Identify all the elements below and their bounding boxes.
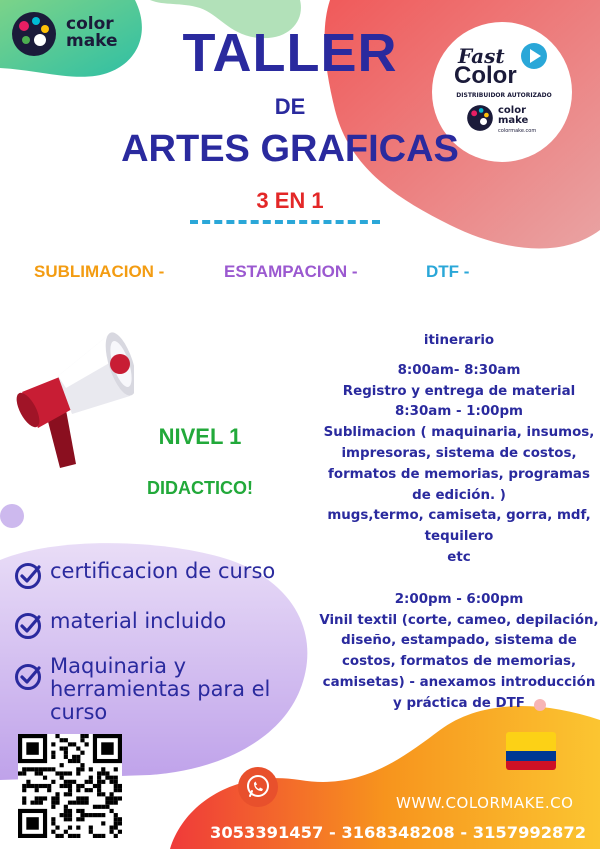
page-subtitle: ARTES GRAFICAS: [121, 128, 459, 170]
logo-line2: make: [66, 31, 118, 51]
itinerary-line: camisetas) - anexamos introducción: [322, 674, 596, 690]
badge-color-text: Color: [454, 62, 517, 89]
badge-logo-line1: color: [498, 105, 527, 116]
itinerary-line: tequilero: [424, 529, 494, 545]
itinerary-line: impresoras, sistema de costos,: [341, 445, 577, 461]
feature-label: certificacion de curso: [50, 559, 276, 583]
qr-code[interactable]: [18, 734, 122, 838]
megaphone-icon: [14, 318, 134, 478]
itinerary-line: etc: [447, 549, 471, 565]
itinerary-line: diseño, estampado, sistema de: [341, 633, 577, 649]
itinerary-line: de edición. ): [412, 487, 506, 503]
colormake-logo-icon: [10, 10, 58, 58]
itinerary-line: 8:30am - 1:00pm: [394, 404, 524, 420]
feature-certificacion: [14, 560, 275, 590]
badge-logo-line2: make: [498, 115, 529, 126]
itinerary-line: Registro y entrega de material: [342, 383, 576, 399]
category-sublimacion: SUBLIMACION -: [34, 262, 165, 281]
website-link[interactable]: WWW.COLORMAKE.CO: [396, 794, 574, 812]
feature-label: material incluido: [50, 609, 227, 633]
feature-maquinaria: [14, 655, 280, 724]
three-in-one-label: 3 EN 1: [256, 188, 324, 213]
qr-code-image: [18, 734, 122, 838]
itinerary-heading: itinerario: [423, 333, 495, 348]
itinerary-line: Vinil textil (corte, cameo, depilación,: [319, 612, 599, 628]
category-dtf: DTF -: [426, 262, 470, 281]
title-de: DE: [274, 94, 306, 119]
feature-material: [14, 610, 226, 640]
didactico-label: DIDACTICO!: [147, 478, 253, 498]
category-estampacion: ESTAMPACION -: [224, 262, 358, 281]
itinerary-line: y práctica de DTF: [393, 695, 525, 711]
logo-line1: color: [66, 14, 114, 34]
check-circle-icon: [14, 663, 42, 691]
colombia-flag: [506, 732, 556, 770]
badge-fast-text: Fast: [458, 44, 505, 68]
whatsapp-button[interactable]: [238, 767, 278, 807]
itinerary-line: 2:00pm - 6:00pm: [394, 591, 524, 607]
check-circle-icon: [14, 562, 42, 590]
nivel-label: NIVEL 1: [158, 424, 242, 449]
itinerary-line: 8:00am- 8:30am: [397, 362, 521, 378]
whatsapp-icon: [238, 767, 278, 807]
page-title: TALLER: [182, 23, 398, 83]
phone-numbers: 3053391457 - 3168348208 - 3157992872: [210, 823, 587, 842]
itinerary-section: [318, 331, 600, 715]
feature-label: Maquinaria y herramientas para el curso: [50, 654, 271, 724]
dashed-divider: [190, 220, 380, 224]
itinerary-line: formatos de memorias, programas: [328, 466, 590, 482]
check-circle-icon: [14, 612, 42, 640]
play-icon: [520, 42, 548, 70]
badge-url: colormake.com: [498, 128, 537, 134]
itinerary-line: costos, formatos de memorias,: [341, 654, 577, 670]
itinerary-line: mugs,termo, camiseta, gorra, mdf,: [327, 508, 591, 524]
badge-distribuidor: DISTRIBUIDOR AUTORIZADO: [456, 92, 552, 99]
itinerary-line: Sublimacion ( maquinaria, insumos,: [323, 425, 595, 441]
